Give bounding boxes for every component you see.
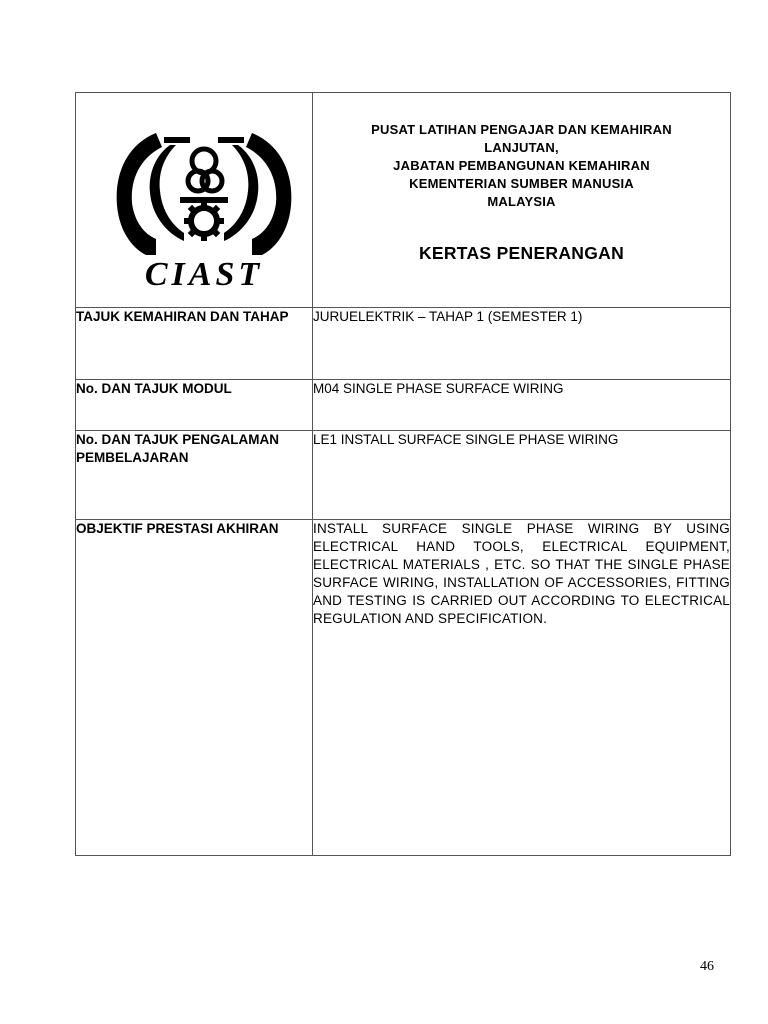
module-info-table bbox=[75, 92, 731, 856]
institution-name bbox=[313, 121, 730, 211]
institution-line: LANJUTAN, bbox=[484, 140, 559, 155]
row-value: JURUELEKTRIK – TAHAP 1 (SEMESTER 1) bbox=[313, 308, 731, 380]
logo-cell bbox=[76, 93, 313, 308]
row-value: LE1 INSTALL SURFACE SINGLE PHASE WIRING bbox=[313, 431, 731, 520]
row-label: No. DAN TAJUK PENGALAMAN PEMBELAJARAN bbox=[76, 431, 313, 520]
ciast-logo-icon bbox=[104, 115, 304, 293]
row-label: OBJEKTIF PRESTASI AKHIRAN bbox=[76, 520, 313, 856]
page-number: 46 bbox=[700, 959, 714, 974]
row-value: INSTALL SURFACE SINGLE PHASE WIRING BY USING ELECTRICAL HAND TOOLS, ELECTRICAL EQUIPMENT, ELECTRICAL MATERIALS , ETC. SO THAT THE SINGLE PHASE SURFACE WIRING, INSTALLATION OF ACCESSORIES, FITTING AND TESTING IS CARRIED OUT ACCORDING TO ELECTRICAL REGULATION AND SPECIFICATION. bbox=[313, 520, 731, 856]
institution-line: PUSAT LATIHAN PENGAJAR DAN KEMAHIRAN bbox=[371, 122, 672, 137]
table-row bbox=[76, 520, 731, 856]
document-type-title: KERTAS PENERANGAN bbox=[418, 243, 625, 263]
table-row bbox=[76, 308, 731, 380]
row-label: TAJUK KEMAHIRAN DAN TAHAP bbox=[76, 308, 313, 380]
row-label: No. DAN TAJUK MODUL bbox=[76, 380, 313, 431]
header-cell bbox=[313, 93, 731, 308]
institution-line: KEMENTERIAN SUMBER MANUSIA bbox=[409, 176, 634, 191]
table-row bbox=[76, 380, 731, 431]
table-row bbox=[76, 431, 731, 520]
logo-text: CIAST bbox=[144, 256, 264, 293]
institution-line: JABATAN PEMBANGUNAN KEMAHIRAN bbox=[393, 158, 650, 173]
institution-line: MALAYSIA bbox=[487, 194, 556, 209]
row-value: M04 SINGLE PHASE SURFACE WIRING bbox=[313, 380, 731, 431]
